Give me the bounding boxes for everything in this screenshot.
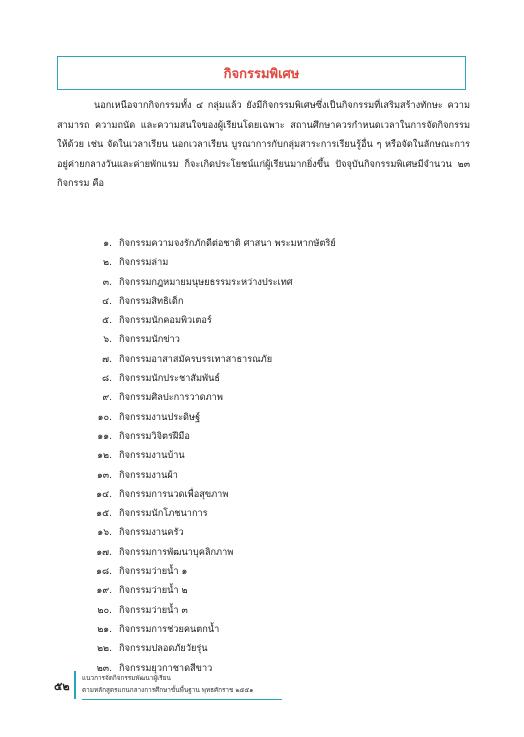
list-item (76, 234, 336, 253)
list-item (76, 446, 336, 465)
list-item (76, 292, 336, 311)
item-label: กิจกรรมนักประชาสัมพันธ์ (119, 373, 220, 385)
list-item (76, 620, 336, 639)
item-label: กิจกรรมล่าม (119, 257, 169, 269)
list-item (76, 330, 336, 349)
item-number: ๔. (102, 295, 112, 307)
list-item (76, 408, 336, 427)
item-label: กิจกรรมกฎหมายมนุษยธรรมระหว่างประเทศ (119, 276, 293, 288)
page-title: กิจกรรมพิเศษ (223, 66, 300, 82)
list-item (76, 273, 336, 292)
page-number: ๕๒ (54, 680, 70, 693)
footer-divider (74, 671, 76, 699)
item-number: ๖. (103, 334, 112, 346)
item-number: ๒. (103, 257, 112, 269)
item-label: กิจกรรมยุวกาชาดสีขาว (119, 662, 213, 674)
list-item (76, 485, 336, 504)
item-label: กิจกรรมงานผ้า (119, 469, 178, 481)
item-label: กิจกรรมนักโภชนาการ (119, 508, 208, 520)
list-item (76, 253, 336, 272)
item-label: กิจกรรมการช่วยคนตกน้ำ (119, 623, 220, 635)
list-item (76, 504, 336, 523)
item-label: กิจกรรมนักข่าว (119, 334, 180, 346)
footer-rule (82, 699, 282, 700)
list-item (76, 369, 336, 388)
intro-section (57, 96, 470, 194)
list-item (76, 350, 336, 369)
item-label: กิจกรรมอาสาสมัครบรรเทาสาธารณภัย (119, 353, 273, 365)
list-item (76, 601, 336, 620)
item-label: กิจกรรมศิลปะการวาดภาพ (119, 392, 223, 404)
item-number: ๑๐. (97, 411, 112, 423)
item-number: ๑. (103, 238, 112, 249)
item-label: กิจกรรมนักคอมพิวเตอร์ (119, 315, 212, 327)
item-number: ๗. (102, 353, 112, 365)
item-number: ๑๘. (96, 566, 112, 578)
item-number: ๑๖. (97, 527, 112, 539)
item-number: ๙. (102, 392, 112, 404)
item-label: กิจกรรมงานประดิษฐ์ (119, 411, 201, 423)
list-item (76, 543, 336, 562)
item-label: กิจกรรมงานครัว (119, 527, 184, 539)
item-number: ๒๓. (96, 662, 112, 674)
item-label: กิจกรรมว่ายน้ำ ๑ (119, 566, 188, 578)
item-label: กิจกรรมว่ายน้ำ ๒ (119, 585, 188, 597)
item-number: ๕. (102, 315, 112, 327)
item-label: กิจกรรมวิจิตรฝีมือ (119, 430, 190, 442)
item-number: ๒๑. (97, 623, 112, 635)
item-label: กิจกรรมงานบ้าน (119, 450, 185, 462)
list-item (76, 523, 336, 542)
list-item (76, 311, 336, 330)
activity-list (76, 234, 336, 678)
item-number: ๑๑. (97, 430, 112, 442)
list-item (76, 562, 336, 581)
footer-line-1: แนวการจัดกิจกรรมพัฒนาผู้เรียน (82, 674, 171, 682)
item-number: ๓. (102, 276, 112, 288)
item-number: ๑๔. (96, 488, 112, 500)
item-number: ๑๗. (96, 546, 112, 558)
intro-paragraph: นอกเหนือจากกิจกรรมทั้ง ๔ กลุ่มแล้ว ยังมีกิจกรรมพิเศษซึ่งเป็นกิจกรรมที่เสริมสร้างทักษะ ความสามารถ ความถนัด และความสนใจของผู้เรียนโดยเฉพาะ สถานศึกษาควรกำหนดเวลาในการจัดกิจกรรมให้ด้วย เช่น จัดในเวลาเรียน นอกเวลาเรียน บูรณาการกับกลุ่มสาระการเรียนรู้อื่น ๆ หรือจัดในลักษณะการอยู่ค่ายกลางวันและค่ายพักแรม ก็จะเกิดประโยชน์แก่ผู้เรียนมากยิ่งขึ้น ปัจจุบันกิจกรรมพิเศษมีจำนวน ๒๓ กิจกรรม คือ (57, 100, 470, 189)
list-item (76, 581, 336, 600)
item-number: ๒๒. (96, 643, 112, 655)
list-item (76, 639, 336, 658)
item-number: ๒๐. (97, 604, 112, 616)
title-box (57, 56, 466, 90)
list-item (76, 388, 336, 407)
item-label: กิจกรรมการพัฒนาบุคลิกภาพ (119, 546, 234, 558)
item-number: ๑๕. (96, 508, 112, 520)
item-label: กิจกรรมปลอดภัยวัยรุ่น (119, 643, 208, 655)
item-label: กิจกรรมการนวดเพื่อสุขภาพ (119, 488, 229, 500)
item-label: กิจกรรมความจงรักภักดีต่อชาติ ศาสนา พระมหากษัตริย์ (119, 238, 336, 249)
item-label: กิจกรรมว่ายน้ำ ๓ (119, 604, 188, 616)
list-item (76, 427, 336, 446)
item-label: กิจกรรมสิทธิเด็ก (119, 295, 184, 307)
item-number: ๘. (101, 373, 112, 385)
item-number: ๑๓. (96, 469, 112, 481)
list-item (76, 466, 336, 485)
footer-caption (82, 672, 253, 696)
item-number: ๑๒. (97, 450, 112, 462)
footer-line-2: ตามหลักสูตรแกนกลางการศึกษาขั้นพื้นฐาน พุทธศักราช ๒๕๕๑ (82, 686, 254, 694)
item-number: ๑๙. (96, 585, 112, 597)
